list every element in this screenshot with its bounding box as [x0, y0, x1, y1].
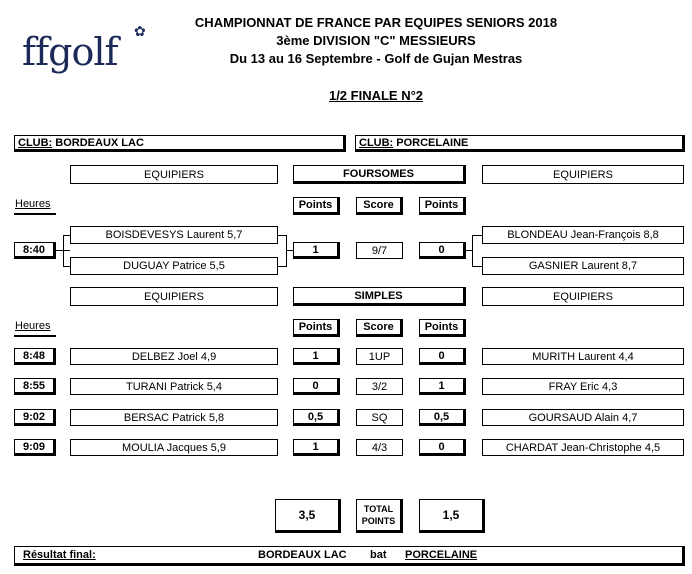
simples-section-header: SIMPLES	[293, 287, 466, 306]
total-label-line-2: POINTS	[361, 516, 396, 526]
foursomes-points-right-header: Points	[419, 197, 466, 215]
heures-underline	[14, 335, 56, 337]
foursomes-right-equipiers-header: EQUIPIERS	[482, 165, 684, 184]
event-dates: Du 13 au 16 Septembre - Golf de Gujan Mestras	[229, 51, 523, 66]
right-club-name: PORCELAINE	[396, 136, 469, 149]
simples-heures-label: Heures	[15, 320, 51, 332]
foursomes-score: 9/7	[356, 242, 403, 259]
connector-line	[63, 235, 64, 266]
connector-line	[63, 266, 70, 267]
match-time: 8:55	[14, 378, 56, 395]
right-club-label: CLUB:	[359, 136, 394, 149]
phase-title: 1/2 FINALE N°2	[328, 88, 424, 103]
total-points-label	[356, 499, 403, 533]
foursomes-points-left-header: Points	[293, 197, 340, 215]
connector-line	[286, 250, 293, 251]
championship-title: CHAMPIONNAT DE FRANCE PAR EQUIPES SENIORS 2018	[194, 15, 558, 30]
connector-line	[466, 250, 473, 251]
right-player: GOURSAUD Alain 4,7	[482, 409, 684, 426]
foursomes-left-equipiers-header: EQUIPIERS	[70, 165, 278, 184]
match-score: 1UP	[356, 348, 403, 365]
match-score: 3/2	[356, 378, 403, 395]
left-club-label: CLUB:	[18, 136, 53, 149]
left-points: 1	[293, 348, 340, 365]
match-time: 9:02	[14, 409, 56, 426]
right-player: FRAY Eric 4,3	[482, 378, 684, 395]
left-player: DELBEZ Joel 4,9	[70, 348, 278, 365]
right-player: MURITH Laurent 4,4	[482, 348, 684, 365]
simples-left-equipiers-header: EQUIPIERS	[70, 287, 278, 306]
logo-text: ffgolf	[22, 30, 118, 74]
foursomes-section-header: FOURSOMES	[293, 165, 466, 184]
ffgolf-logo	[22, 24, 145, 74]
left-club-box	[14, 135, 346, 152]
division-title: 3ème DIVISION "C" MESSIEURS	[276, 33, 476, 48]
match-time: 8:48	[14, 348, 56, 365]
right-points: 1	[419, 378, 466, 395]
connector-line	[63, 235, 70, 236]
right-points: 0,5	[419, 409, 466, 426]
match-score: SQ	[356, 409, 403, 426]
right-points: 0	[419, 348, 466, 365]
final-result-bar	[14, 546, 685, 566]
final-result-label: Résultat final:	[23, 549, 96, 561]
logo-swirl-icon: ✿	[134, 24, 145, 40]
right-club-box	[355, 135, 685, 152]
left-points: 0,5	[293, 409, 340, 426]
total-right-points: 1,5	[419, 499, 485, 533]
foursomes-left-player-1: BOISDEVESYS Laurent 5,7	[70, 226, 278, 244]
left-points: 0	[293, 378, 340, 395]
right-player: CHARDAT Jean-Christophe 4,5	[482, 439, 684, 456]
left-club-name: BORDEAUX LAC	[55, 136, 144, 149]
right-points: 0	[419, 439, 466, 456]
foursomes-time: 8:40	[14, 242, 56, 259]
left-points: 1	[293, 439, 340, 456]
final-result-winner: BORDEAUX LAC	[258, 549, 347, 561]
connector-line	[472, 235, 482, 236]
connector-line	[278, 266, 287, 267]
total-label-line-1: TOTAL	[363, 504, 394, 514]
foursomes-score-header: Score	[356, 197, 403, 215]
total-left-points: 3,5	[275, 499, 341, 533]
final-result-verb: bat	[370, 549, 387, 561]
left-player: MOULIA Jacques 5,9	[70, 439, 278, 456]
match-score: 4/3	[356, 439, 403, 456]
foursomes-right-player-2: GASNIER Laurent 8,7	[482, 257, 684, 275]
foursomes-heures-label: Heures	[15, 198, 51, 210]
simples-points-right-header: Points	[419, 319, 466, 337]
foursomes-left-player-2: DUGUAY Patrice 5,5	[70, 257, 278, 275]
foursomes-right-player-1: BLONDEAU Jean-François 8,8	[482, 226, 684, 244]
left-player: TURANI Patrick 5,4	[70, 378, 278, 395]
heures-underline	[14, 213, 56, 215]
final-result-loser: PORCELAINE	[405, 549, 478, 561]
simples-score-header: Score	[356, 319, 403, 337]
simples-points-left-header: Points	[293, 319, 340, 337]
connector-line	[472, 266, 482, 267]
foursomes-left-points: 1	[293, 242, 340, 259]
left-player: BERSAC Patrick 5,8	[70, 409, 278, 426]
foursomes-right-points: 0	[419, 242, 466, 259]
match-time: 9:09	[14, 439, 56, 456]
simples-right-equipiers-header: EQUIPIERS	[482, 287, 684, 306]
